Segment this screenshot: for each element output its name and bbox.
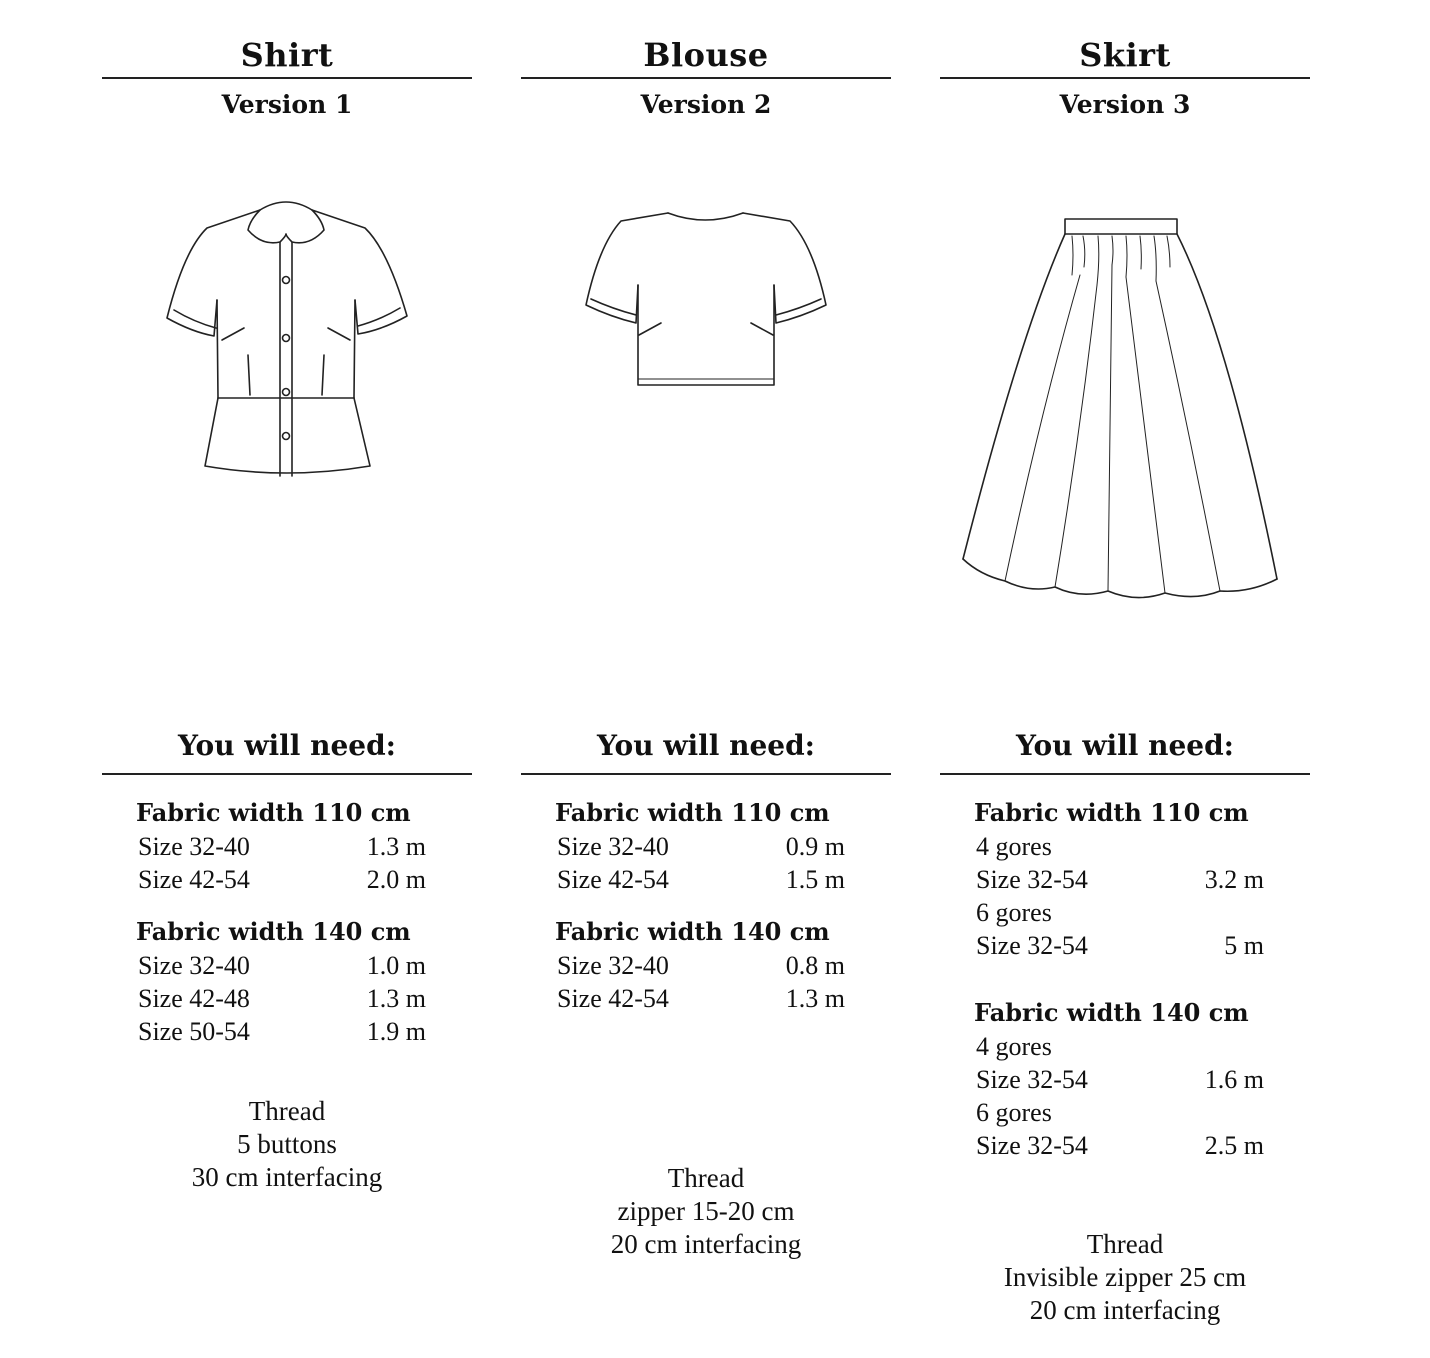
fabric-row (976, 830, 1296, 863)
you-will-need-heading: You will need: (597, 729, 815, 762)
fabric-row (138, 830, 458, 863)
fabric-row (557, 863, 877, 896)
you-will-need-heading: You will need: (178, 729, 396, 762)
fabric-amount: 1.3 m (785, 984, 845, 1013)
fabric-row (138, 949, 458, 982)
need-divider (940, 773, 1310, 775)
column-skirt (940, 0, 1310, 1358)
blouse-illustration (581, 205, 831, 400)
fabric-width-110-label: Fabric width 110 cm (136, 798, 411, 827)
version-label: Version 2 (640, 90, 772, 119)
fabric-amount: 0.8 m (785, 951, 845, 980)
notion-item: 20 cm interfacing (1029, 1295, 1221, 1325)
fabric-amount: 1.6 m (1204, 1065, 1264, 1094)
title-divider (521, 77, 891, 79)
fabric-row (557, 830, 877, 863)
notion-item: 20 cm interfacing (610, 1229, 802, 1259)
fabric-row (976, 1129, 1296, 1162)
fabric-row (976, 863, 1296, 896)
shirt-illustration (162, 190, 412, 490)
notions-list (102, 1095, 472, 1194)
fabric-amount: 2.5 m (1204, 1131, 1264, 1160)
fabric-width-110-label: Fabric width 110 cm (974, 798, 1249, 827)
notions-list (521, 1162, 891, 1261)
garment-title: Shirt (240, 36, 334, 74)
fabric-width-140-label: Fabric width 140 cm (974, 998, 1249, 1027)
size-label: Size 42-48 (138, 984, 250, 1013)
title-divider (102, 77, 472, 79)
notion-item: Invisible zipper 25 cm (1003, 1262, 1247, 1292)
size-label: Size 42-54 (557, 865, 669, 894)
fabric-spec (138, 796, 458, 1048)
fabric-row (138, 863, 458, 896)
size-label: Size 32-54 (976, 1065, 1088, 1094)
notion-item: Thread (248, 1096, 326, 1126)
version-label: Version 1 (221, 90, 353, 119)
fabric-row (976, 896, 1296, 929)
fabric-width-110-label: Fabric width 110 cm (555, 798, 830, 827)
notion-item: Thread (667, 1163, 745, 1193)
gores-label: 6 gores (976, 1098, 1052, 1127)
fabric-row (557, 982, 877, 1015)
fabric-width-140-label: Fabric width 140 cm (555, 917, 830, 946)
garment-title: Skirt (1079, 36, 1171, 74)
size-label: Size 32-40 (557, 832, 669, 861)
column-blouse (521, 0, 891, 1358)
fabric-amount: 5 m (1224, 931, 1264, 960)
fabric-row (138, 982, 458, 1015)
garment-title: Blouse (643, 36, 769, 74)
title-divider (940, 77, 1310, 79)
fabric-amount: 2.0 m (366, 865, 426, 894)
size-label: Size 42-54 (557, 984, 669, 1013)
fabric-amount: 0.9 m (785, 832, 845, 861)
fabric-amount: 1.5 m (785, 865, 845, 894)
notions-list (940, 1228, 1310, 1327)
fabric-amount: 1.3 m (366, 832, 426, 861)
notion-item: 30 cm interfacing (191, 1162, 383, 1192)
fabric-width-140-label: Fabric width 140 cm (136, 917, 411, 946)
size-label: Size 50-54 (138, 1017, 250, 1046)
need-divider (521, 773, 891, 775)
fabric-row (976, 1096, 1296, 1129)
version-label: Version 3 (1059, 90, 1191, 119)
fabric-amount: 1.9 m (366, 1017, 426, 1046)
fabric-spec (976, 796, 1296, 1162)
gores-label: 4 gores (976, 1032, 1052, 1061)
need-divider (102, 773, 472, 775)
notion-item: zipper 15-20 cm (617, 1196, 795, 1226)
size-label: Size 32-40 (138, 832, 250, 861)
fabric-row (138, 1015, 458, 1048)
size-label: Size 42-54 (138, 865, 250, 894)
size-label: Size 32-40 (557, 951, 669, 980)
fabric-spec (557, 796, 877, 1015)
notion-item: 5 buttons (237, 1129, 337, 1159)
fabric-row (976, 929, 1296, 962)
gores-label: 4 gores (976, 832, 1052, 861)
you-will-need-heading: You will need: (1016, 729, 1234, 762)
fabric-amount: 3.2 m (1204, 865, 1264, 894)
skirt-illustration (960, 215, 1280, 607)
size-label: Size 32-54 (976, 865, 1088, 894)
fabric-row (976, 1063, 1296, 1096)
column-shirt (102, 0, 472, 1358)
fabric-row (557, 949, 877, 982)
fabric-amount: 1.0 m (366, 951, 426, 980)
size-label: Size 32-54 (976, 931, 1088, 960)
fabric-amount: 1.3 m (366, 984, 426, 1013)
size-label: Size 32-54 (976, 1131, 1088, 1160)
fabric-row (976, 1030, 1296, 1063)
notion-item: Thread (1086, 1229, 1164, 1259)
size-label: Size 32-40 (138, 951, 250, 980)
gores-label: 6 gores (976, 898, 1052, 927)
